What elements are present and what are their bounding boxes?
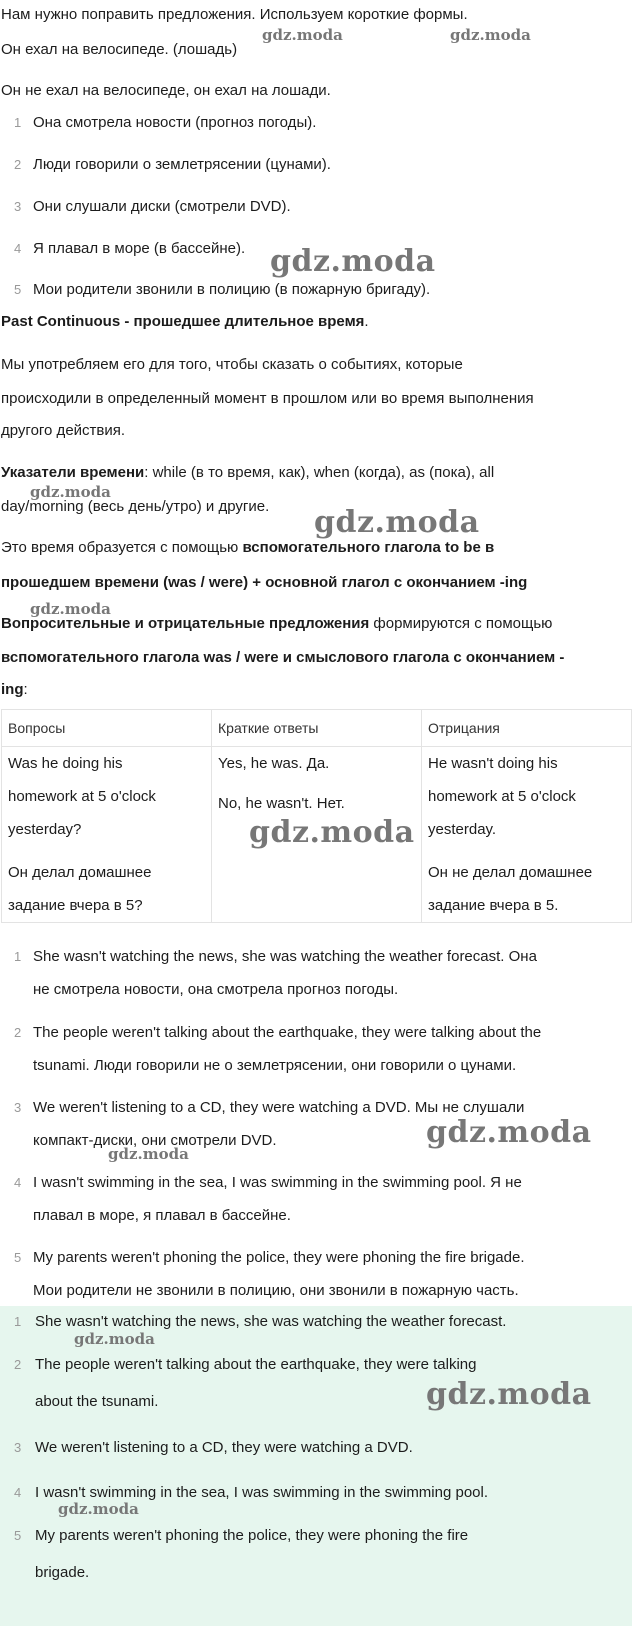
list-text: Я плавал в море (в бассейне). <box>33 240 246 257</box>
list-text: плавал в море, я плавал в бассейне. <box>33 1207 291 1224</box>
list-text: Они слушали диски (смотрели DVD). <box>33 198 291 215</box>
cell-line: yesterday. <box>428 821 497 838</box>
list-text: The people weren't talking about the earthquake, they were talking <box>35 1356 477 1373</box>
list-text: Люди говорили о землетрясении (цунами). <box>33 156 331 173</box>
list-number: 5 <box>14 282 22 297</box>
quest-bold: Вопросительные и отрицательные предложения <box>1 615 370 632</box>
cell-line: He wasn't doing his <box>428 755 558 772</box>
watermark-logo: gdz.moda <box>30 600 111 618</box>
usage-line-1: Мы употребляем его для того, чтобы сказать о событиях, которые <box>1 356 463 373</box>
list-number: 4 <box>14 1485 22 1500</box>
list-text: Она смотрела новости (прогноз погоды). <box>33 114 317 131</box>
list-text: Мои родители не звонили в полицию, они звонили в пожарную часть. <box>33 1282 519 1299</box>
quest-colon: : <box>23 681 28 698</box>
quest-bold-3: ing <box>1 681 24 698</box>
watermark-logo: gdz.moda <box>426 1115 592 1150</box>
list-text: brigade. <box>35 1564 90 1581</box>
quest-bold-2: вспомогательного глагола was / were и смыслового глагола с окончанием - <box>1 649 565 666</box>
cell-line: Was he doing his <box>8 755 123 772</box>
intro-line-2: Он ехал на велосипеде. (лошадь) <box>1 41 238 58</box>
list-number: 2 <box>14 157 22 172</box>
markers-line-2: day/morning (весь день/утро) и другие. <box>1 498 270 515</box>
watermark-logo: gdz.moda <box>58 1500 139 1518</box>
list-text: tsunami. Люди говорили не о землетрясении, они говорили о цунами. <box>33 1057 517 1074</box>
watermark-logo: gdz.moda <box>30 483 111 501</box>
cell-line: No, he wasn't. Нет. <box>218 795 345 812</box>
list-number: 1 <box>14 949 22 964</box>
markers-bold: Указатели времени <box>1 464 145 481</box>
table-header-negations: Отрицания <box>422 710 632 747</box>
cell-line: homework at 5 o'clock <box>8 788 156 805</box>
quest-line-2 <box>1 648 564 668</box>
form-bold-2: прошедшем времени (was / were) + основной глагол с окончанием -ing <box>1 574 528 591</box>
list-number: 1 <box>14 115 22 130</box>
table-header-questions: Вопросы <box>2 710 212 747</box>
list-number: 4 <box>14 1175 22 1190</box>
cell-line: задание вчера в 5? <box>8 897 143 914</box>
watermark-logo: gdz.moda <box>74 1330 155 1348</box>
form-line-2 <box>1 573 527 593</box>
watermark-logo: gdz.moda <box>108 1145 189 1163</box>
quest-plain: формируются с помощью <box>369 615 553 632</box>
form-line-1 <box>1 538 494 558</box>
list-text: I wasn't swimming in the sea, I was swimming in the swimming pool. <box>35 1484 489 1501</box>
list-number: 3 <box>14 1440 22 1455</box>
grammar-title <box>1 312 369 332</box>
list-text: Мои родители звонили в полицию (в пожарную бригаду). <box>33 281 431 298</box>
list-number: 4 <box>14 241 22 256</box>
list-number: 3 <box>14 199 22 214</box>
watermark-logo: gdz.moda <box>262 26 343 44</box>
form-bold: вспомогательного глагола to be в <box>242 539 495 556</box>
list-text: I wasn't swimming in the sea, I was swimming in the swimming pool. Я не <box>33 1174 522 1191</box>
watermark-logo: gdz.moda <box>270 244 436 279</box>
watermark-logo: gdz.moda <box>426 1377 592 1412</box>
watermark-logo: gdz.moda <box>450 26 531 44</box>
list-text: не смотрела новости, она смотрела прогноз погоды. <box>33 981 399 998</box>
list-number: 2 <box>14 1025 22 1040</box>
list-text: My parents weren't phoning the police, they were phoning the fire <box>35 1527 469 1544</box>
list-number: 2 <box>14 1357 22 1372</box>
list-text: My parents weren't phoning the police, they were phoning the fire brigade. <box>33 1249 525 1266</box>
answer-panel <box>0 1306 632 1626</box>
cell-line: Он не делал домашнее <box>428 864 593 881</box>
list-text: The people weren't talking about the earthquake, they were talking about the <box>33 1024 542 1041</box>
cell-line: задание вчера в 5. <box>428 897 559 914</box>
cell-line: homework at 5 o'clock <box>428 788 576 805</box>
usage-line-2: происходили в определенный момент в прошлом или во время выполнения <box>1 390 534 407</box>
list-text: She wasn't watching the news, she was watching the weather forecast. Она <box>33 948 537 965</box>
usage-line-3: другого действия. <box>1 422 126 439</box>
list-number: 1 <box>14 1314 22 1329</box>
intro-line-1: Нам нужно поправить предложения. Используем короткие формы. <box>1 6 468 23</box>
cell-line: Yes, he was. Да. <box>218 755 330 772</box>
list-text: She wasn't watching the news, she was watching the weather forecast. <box>35 1313 507 1330</box>
list-number: 5 <box>14 1250 22 1265</box>
table-header-row <box>2 710 632 747</box>
watermark-logo: gdz.moda <box>249 815 415 850</box>
list-text: We weren't listening to a CD, they were watching a DVD. Мы не слушали <box>33 1099 525 1116</box>
markers-line-1 <box>1 463 494 483</box>
markers-text: : while (в то время, как), when (когда), as (пока), all <box>144 464 495 481</box>
table-header-short-answers: Краткие ответы <box>212 710 422 747</box>
quest-line-3 <box>1 680 28 700</box>
table-cell-question <box>2 747 212 923</box>
form-plain: Это время образуется с помощью <box>1 539 243 556</box>
watermark-logo: gdz.moda <box>314 505 480 540</box>
cell-line: Он делал домашнее <box>8 864 152 881</box>
list-number: 3 <box>14 1100 22 1115</box>
grammar-title-end: . <box>364 313 369 330</box>
grammar-title-bold: Past Continuous - прошедшее длительное время <box>1 313 365 330</box>
intro-line-3: Он не ехал на велосипеде, он ехал на лошади. <box>1 82 331 99</box>
table-cell-negation <box>422 747 632 923</box>
cell-line: yesterday? <box>8 821 82 838</box>
list-text: We weren't listening to a CD, they were watching a DVD. <box>35 1439 413 1456</box>
list-text: компакт-диски, они смотрели DVD. <box>33 1132 277 1149</box>
list-number: 5 <box>14 1528 22 1543</box>
list-text: about the tsunami. <box>35 1393 159 1410</box>
